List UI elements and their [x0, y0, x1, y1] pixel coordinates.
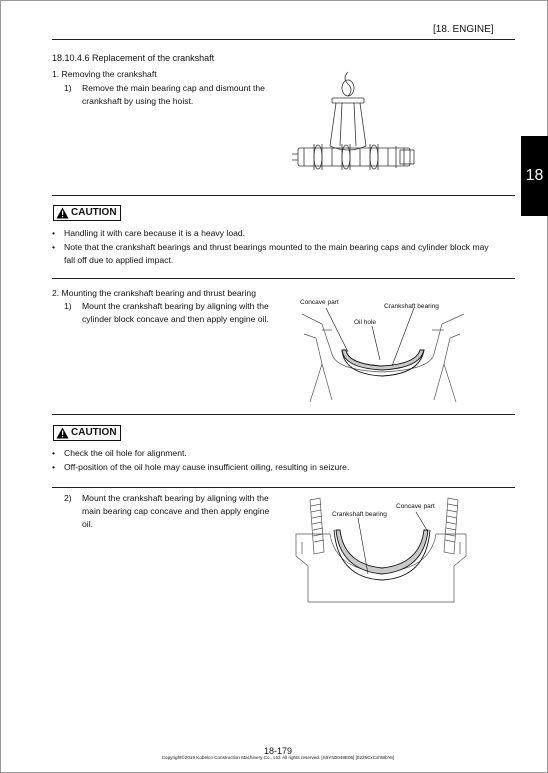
- caution-badge-1: [53, 205, 121, 221]
- chapter-side-tab: 18: [521, 136, 548, 216]
- fig2-label-oil-hole: Oil hole: [354, 319, 377, 326]
- bullet-dot: •: [52, 242, 56, 252]
- header-rule: [52, 39, 515, 40]
- warning-icon: [56, 427, 69, 439]
- main-bearing-cap-figure: [290, 490, 470, 608]
- section-divider-1: [52, 195, 515, 196]
- bullet-dot: •: [52, 228, 56, 238]
- fig2-label-bearing: Crankshaft bearing: [384, 303, 439, 310]
- step2-sub2-line1: Mount the crankshaft bearing by aligning with the: [82, 493, 269, 503]
- cylinder-block-bearing-figure: [292, 294, 472, 406]
- section-divider-3: [52, 414, 515, 415]
- step2-sub2-line2: main bearing cap concave and then apply engine: [82, 506, 270, 516]
- step1-title: 1. Removing the crankshaft: [52, 69, 157, 79]
- step2-sub1-number: 1): [64, 301, 72, 311]
- section-divider-4: [52, 487, 515, 488]
- page-number: 18-179: [263, 746, 293, 756]
- caution2-bullet-2-text: Off-position of the oil hole may cause insufficient oiling, resulting in seizure.: [64, 462, 350, 472]
- chapter-header: [18. ENGINE]: [433, 24, 494, 35]
- bullet-dot: •: [52, 448, 56, 458]
- step1-sub1-number: 1): [64, 83, 72, 93]
- caution1-bullet-1-text: Handling it with care because it is a heavy load.: [64, 228, 246, 238]
- step2-title: 2. Mounting the crankshaft bearing and thrust bearing: [52, 288, 256, 298]
- caution-label-1: CAUTION: [71, 207, 117, 218]
- caution-label-2: CAUTION: [71, 427, 117, 438]
- caution1-bullet-2-text: Note that the crankshaft bearings and thrust bearings mounted to the main bearing caps and cylinder block may: [64, 242, 489, 252]
- caution1-bullet-2-continuation: fall off due to applied impact.: [64, 255, 174, 265]
- fig3-label-bearing: Crankshaft bearing: [332, 511, 387, 518]
- step2-sub2-number: 2): [64, 493, 72, 503]
- crankshaft-hoist-figure: [290, 68, 420, 192]
- caution-badge-2: [53, 425, 121, 441]
- section-divider-2: [52, 278, 515, 279]
- step1-sub1-line1: Remove the main bearing cap and dismount the: [82, 83, 265, 93]
- fig3-label-concave: Concave part: [396, 503, 435, 510]
- bullet-dot: •: [52, 462, 56, 472]
- fig2-label-concave: Concave part: [300, 299, 339, 306]
- step2-sub1-line2: cylinder block concave and then apply engine oil.: [82, 314, 269, 324]
- copyright-line: Copyright©2019 Kobelco Construction Machinery Co., Ltd. All rights reserved. [S5YN0049E05] [0225CxCxhWbYe]: [161, 755, 395, 760]
- caution2-bullet-1-text: Check the oil hole for alignment.: [64, 448, 187, 458]
- step1-sub1-line2: crankshaft by using the hoist.: [82, 96, 194, 106]
- step2-sub2-line3: oil.: [82, 519, 93, 529]
- step2-sub1-line1: Mount the crankshaft bearing by aligning with the: [82, 301, 269, 311]
- section-heading: 18.10.4.6 Replacement of the crankshaft: [52, 53, 215, 63]
- warning-icon: [56, 207, 69, 219]
